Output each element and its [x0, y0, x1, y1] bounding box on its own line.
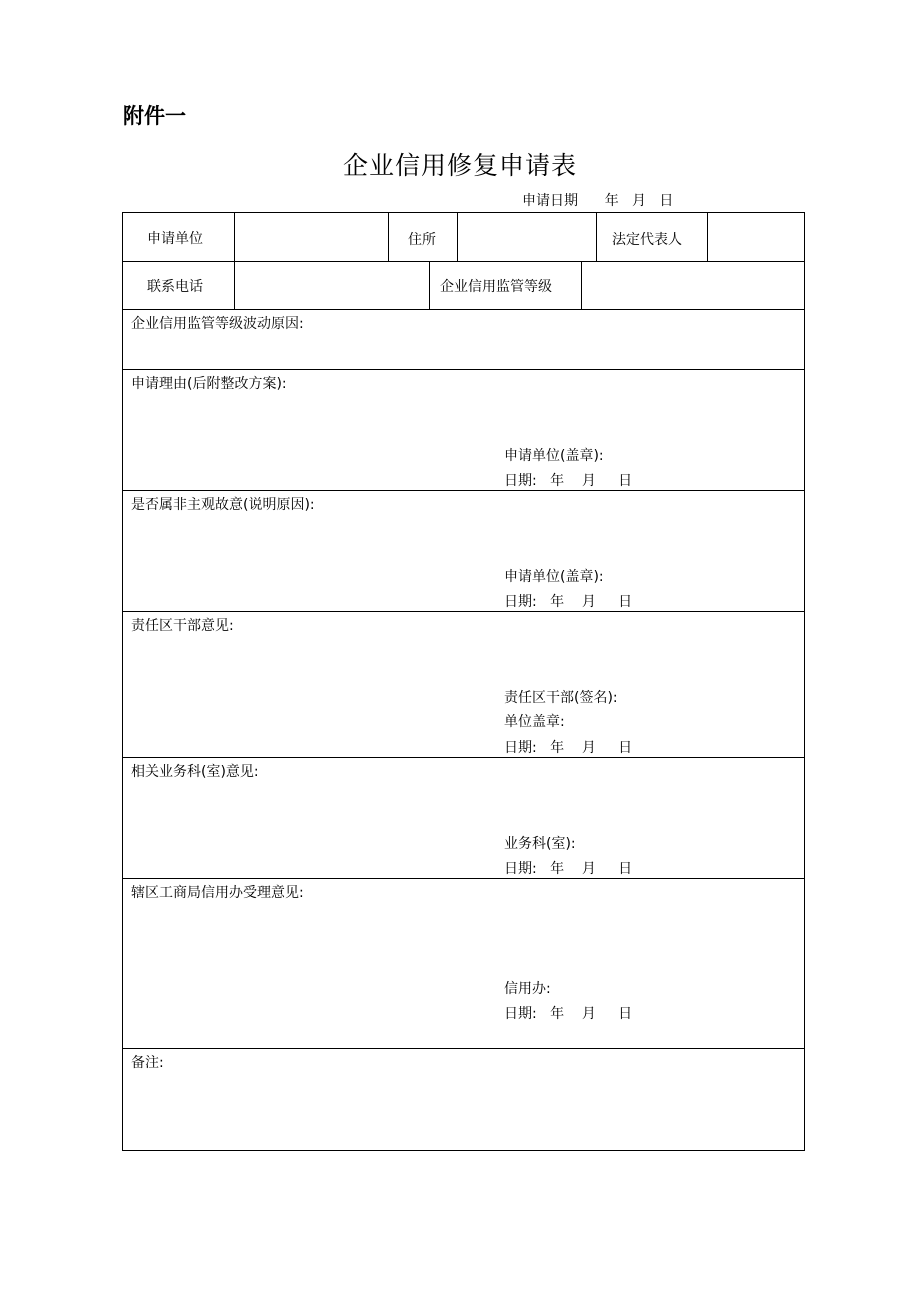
business-section-label: 相关业务科(室)意见:	[131, 764, 259, 780]
apply-date: 申请日期 年 月 日	[522, 193, 674, 209]
district-cadre-label: 责任区干部意见:	[131, 618, 234, 634]
credit-level-input[interactable]	[582, 262, 804, 309]
address-label: 住所	[408, 232, 436, 248]
non-subjective-date: 日期: 年 月 日	[504, 594, 633, 610]
phone-label: 联系电话	[147, 279, 203, 295]
attachment-label: 附件一	[123, 104, 186, 128]
district-cadre-signature: 责任区干部(签名):	[504, 690, 618, 706]
form-title: 企业信用修复申请表	[342, 151, 577, 180]
application-reason-signature: 申请单位(盖章):	[504, 448, 604, 464]
credit-office-date: 日期: 年 月 日	[504, 1006, 633, 1022]
business-section-date: 日期: 年 月 日	[504, 861, 633, 877]
credit-office-signature: 信用办:	[504, 981, 551, 997]
non-subjective-label: 是否属非主观故意(说明原因):	[131, 497, 315, 513]
district-cadre-seal: 单位盖章:	[504, 714, 565, 730]
application-reason-date: 日期: 年 月 日	[504, 473, 633, 489]
non-subjective-signature: 申请单位(盖章):	[504, 569, 604, 585]
legal-rep-input[interactable]	[708, 213, 804, 261]
application-reason-label: 申请理由(后附整改方案):	[131, 376, 287, 392]
applicant-label: 申请单位	[147, 231, 203, 247]
district-cadre-date: 日期: 年 月 日	[504, 740, 633, 756]
address-input[interactable]	[458, 213, 596, 261]
credit-office-label: 辖区工商局信用办受理意见:	[131, 885, 304, 901]
credit-level-label: 企业信用监管等级	[440, 279, 552, 295]
remarks-label: 备注:	[131, 1055, 164, 1071]
legal-rep-label: 法定代表人	[612, 232, 682, 248]
phone-input[interactable]	[235, 262, 429, 309]
applicant-input[interactable]	[235, 213, 388, 261]
fluctuation-reason-label: 企业信用监管等级波动原因:	[131, 316, 304, 332]
business-section-signature: 业务科(室):	[504, 836, 576, 852]
